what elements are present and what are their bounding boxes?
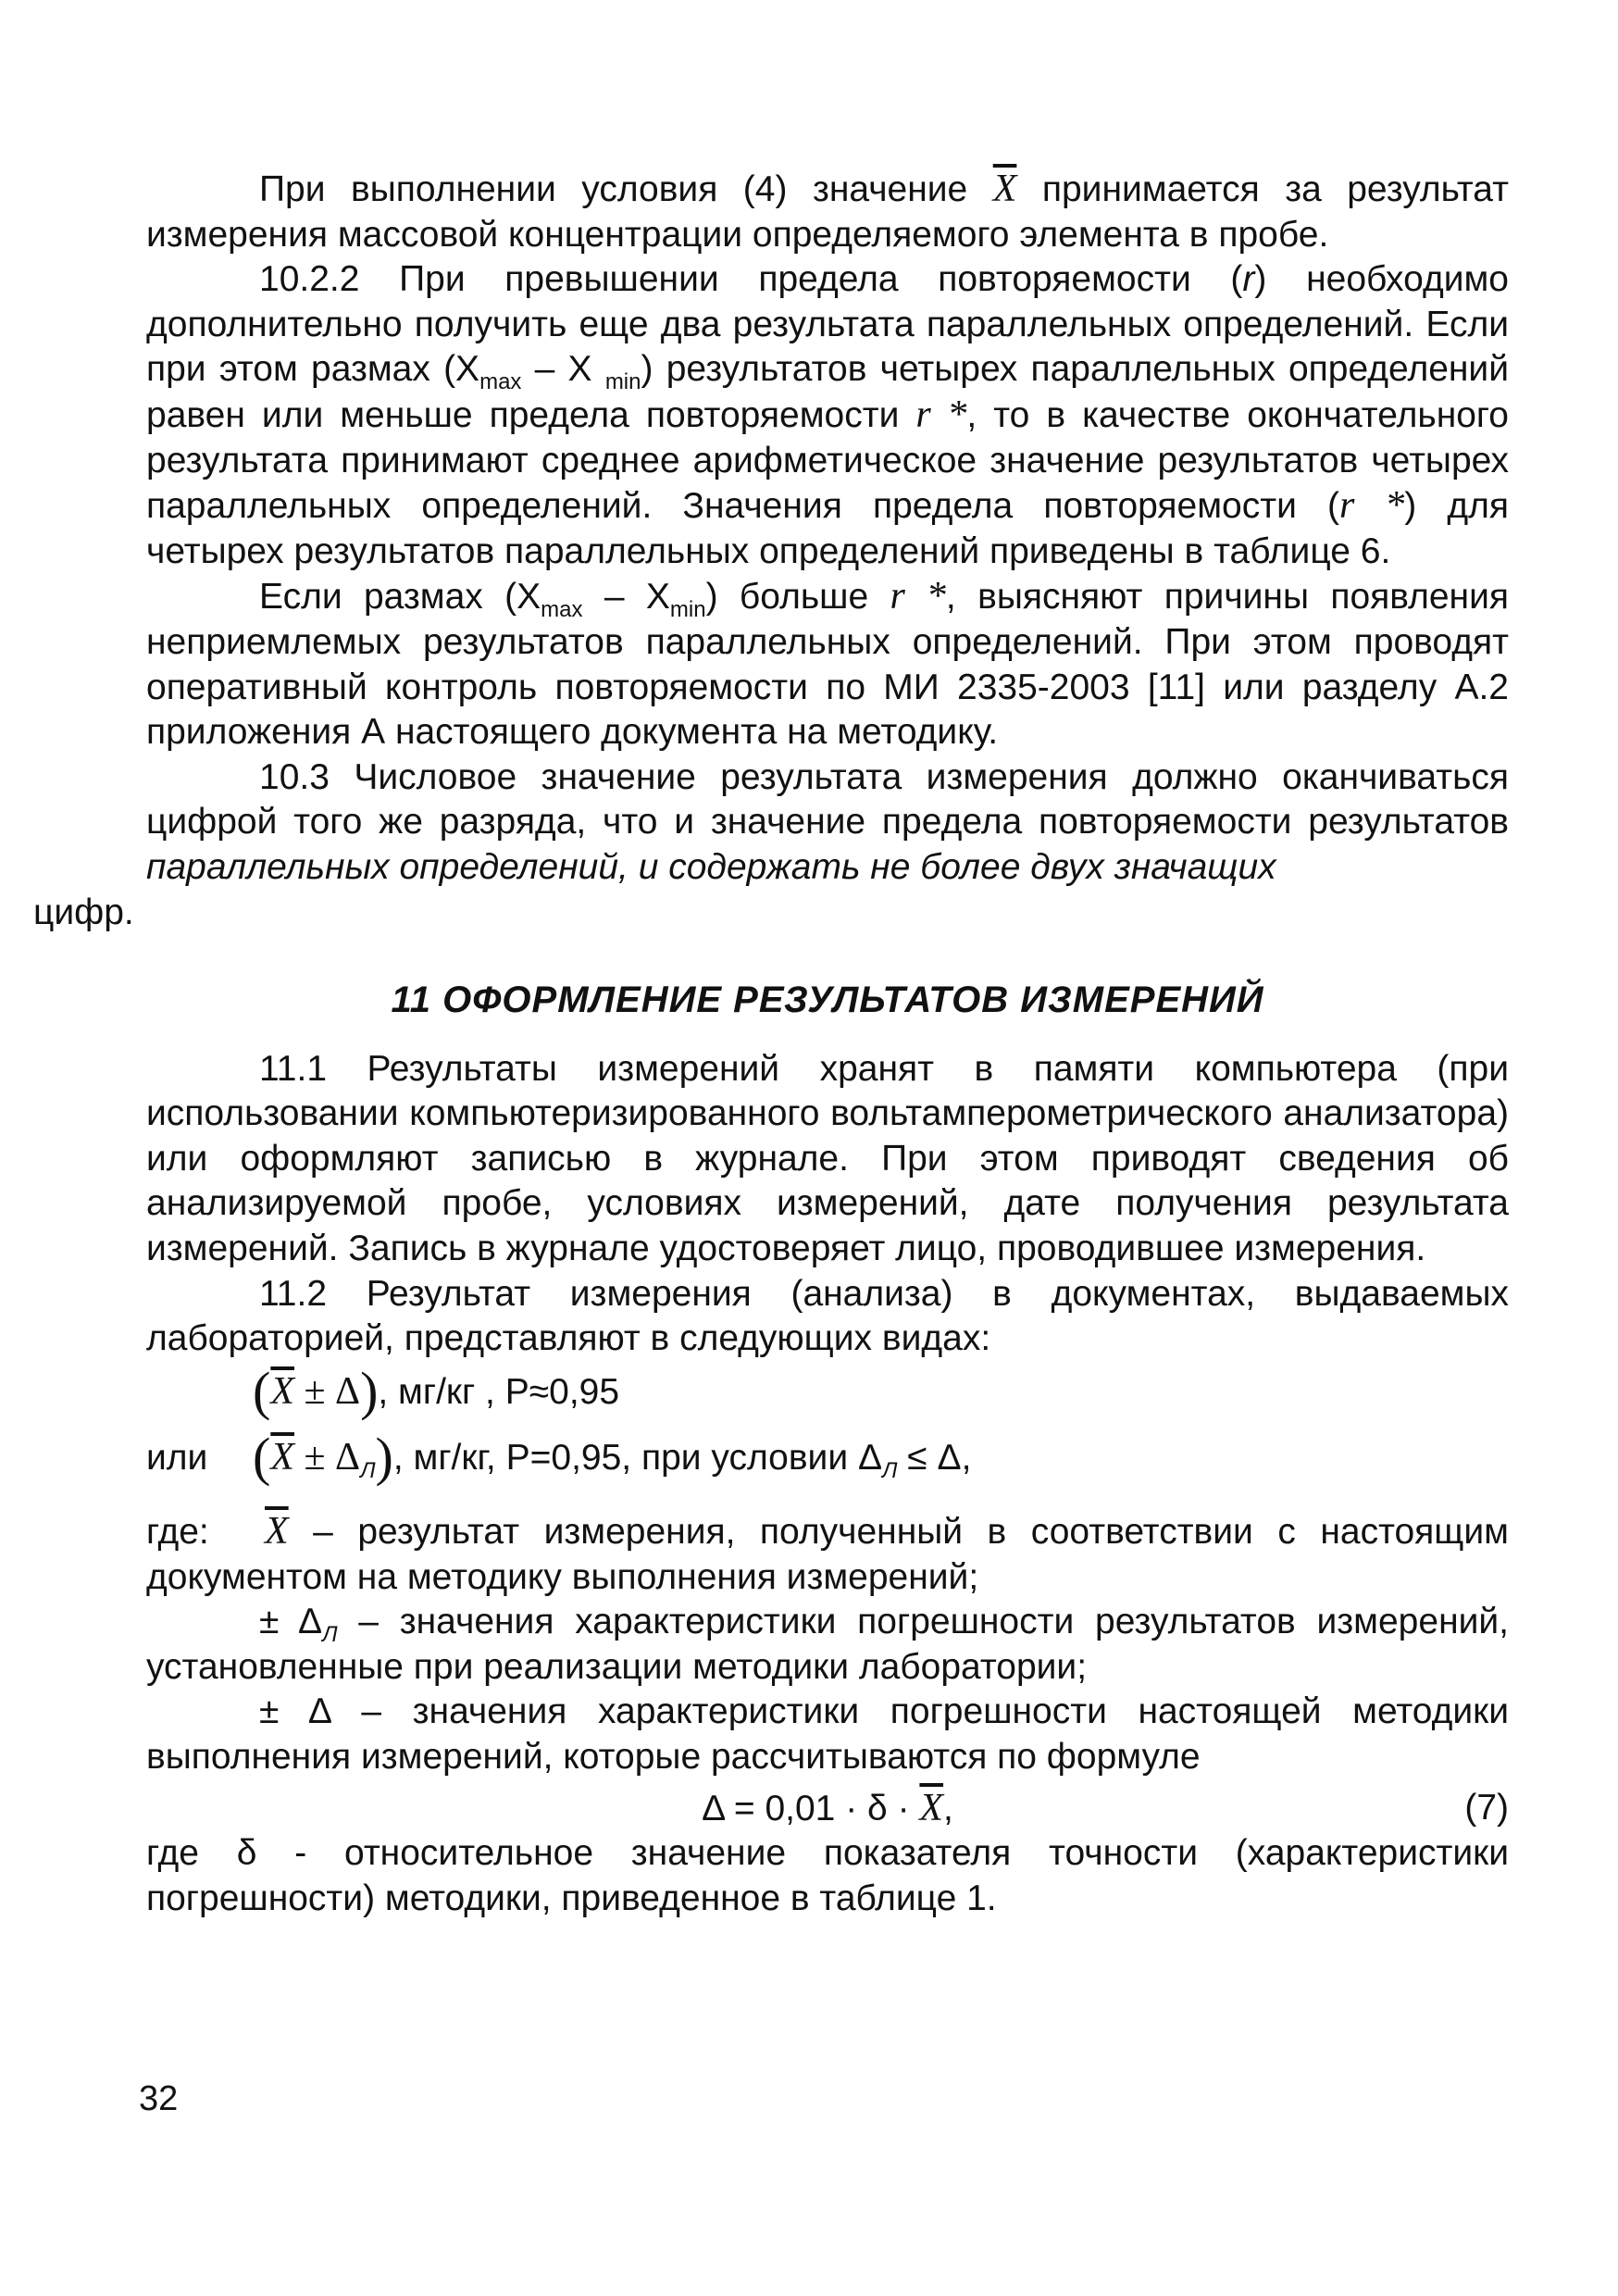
delta-symbol: Δ <box>335 1369 361 1413</box>
text-run: цифр. <box>33 892 134 932</box>
page-number: 32 <box>139 2079 179 2118</box>
text-run: – X <box>582 577 670 618</box>
equation-lhs: Δ = 0,01 · δ · <box>702 1788 920 1828</box>
formula-result-form-1 <box>146 1360 1509 1421</box>
subscript-l: Л <box>360 1458 376 1484</box>
x-mean-symbol: $\overline{X}$ <box>919 1786 944 1829</box>
definition-x <box>146 1509 1509 1600</box>
delta-symbol: Δ <box>335 1436 361 1479</box>
text-run: – результат измерения, полученный в соответствии с настоящим документом на методику выполнения измерений; <box>146 1512 1509 1597</box>
italic-text-run: параллельных определений, и содержать не более двух значащих <box>146 846 1276 887</box>
text-run: 10.2.2 При превышении предела повторяемости ( <box>259 259 1243 300</box>
subscript-min: min <box>604 369 641 395</box>
text-run: – X <box>521 349 605 390</box>
x-mean-symbol: $\overline{X}$ <box>270 1436 294 1479</box>
paragraph-10-3 <box>33 755 1509 935</box>
plus-minus: ± <box>293 1369 336 1413</box>
plus-minus: ± <box>293 1436 336 1479</box>
formula-tail: , мг/кг , Р≈0,95 <box>378 1371 620 1412</box>
text-run: Если размах (X <box>259 577 541 618</box>
paragraph-10-2-2 <box>146 257 1509 574</box>
paragraph-range-exceeds <box>146 574 1509 755</box>
text-run: ± Δ <box>259 1602 323 1642</box>
paragraph-condition <box>146 167 1509 257</box>
text-run: 10.3 Числовое значение результата измерения должно оканчиваться цифрой того же разряда, что и значение предела повторяемости результатов <box>146 756 1509 842</box>
equation-number: (7) <box>1464 1787 1509 1828</box>
definition-delta-l <box>146 1600 1509 1690</box>
paragraph-11-1: 11.1 Результаты измерений хранят в памяти компьютера (при использовании компьютеризированного вольтамперометрического анализатора) или оформляют записью в журнале. При этом приводят сведения об анализируемой пробе, условиях измерений, дате получения результата измерений. Запись в журнале удостоверяет лицо, проводившее измерения. <box>146 1048 1509 1269</box>
text-run: При выполнении условия (4) значение <box>259 169 993 209</box>
x-mean-symbol: $\overline{X}$ <box>270 1369 294 1413</box>
r-star-symbol: r * <box>890 575 946 618</box>
subscript-min: min <box>669 597 706 623</box>
subscript-max: max <box>541 597 583 623</box>
r-star-symbol: r * <box>1339 484 1405 528</box>
section-heading: 11 ОФОРМЛЕНИЕ РЕЗУЛЬТАТОВ ИЗМЕРЕНИЙ <box>391 980 1264 1021</box>
paragraph-11-2: 11.2 Результат измерения (анализа) в документах, выдаваемых лабораторией, представляют в следующих видах: <box>146 1273 1509 1359</box>
definition-delta-relative: где δ - относительное значение показателя точности (характеристики погрешности) методики, приведенное в таблице 1. <box>146 1833 1509 1918</box>
page-body <box>33 167 1510 1921</box>
r-star-symbol: r * <box>915 393 967 436</box>
formula-result-form-2 <box>146 1427 1509 1488</box>
x-mean-symbol: $\overline{X}$ <box>992 168 1017 210</box>
paren-left: ( <box>253 1360 271 1421</box>
equation-7 <box>146 1786 1509 1832</box>
text-run: , выясняют причины появления неприемлемых результатов параллельных определений. При этом проводят оперативный контроль повторяемости по МИ 2335-2003 [11] или разделу А.2 приложения А настоящего документа на методику. <box>146 577 1509 753</box>
subscript-l: Л <box>882 1458 898 1484</box>
text-run: принимается за результат измерения массовой концентрации определяемого элемента в пробе. <box>146 169 1510 255</box>
definition-delta: ± Δ – значения характеристики погрешности настоящей методики выполнения измерений, которые рассчитываются по формуле <box>146 1691 1509 1777</box>
subscript-max: max <box>479 369 522 395</box>
paren-right: ) <box>375 1427 393 1488</box>
paren-right: ) <box>360 1360 379 1421</box>
text-run: ) для четырех результатов параллельных определений приведены в таблице 6. <box>146 486 1509 571</box>
equation-tail: , <box>943 1788 953 1828</box>
formula-tail: , мг/кг, Р=0,95, при условии Δ <box>392 1438 883 1479</box>
text-run: ) результатов четырех параллельных определений равен или меньше предела повторяемости <box>146 349 1510 435</box>
text-run: , то в качестве окончательного результата принимают среднее арифметическое значение результатов четырех параллельных определений. Значения предела повторяемости ( <box>146 394 1509 527</box>
x-mean-symbol: $\overline{X}$ <box>265 1510 289 1554</box>
text-run: ) необходимо дополнительно получить еще два результата параллельных определений. Если при этом размах (X <box>146 259 1509 390</box>
subscript-l: Л <box>322 1622 338 1648</box>
r-symbol: r <box>1242 259 1255 300</box>
text-run: ) больше <box>705 577 890 618</box>
paren-left: ( <box>253 1427 271 1488</box>
or-label: или <box>146 1438 208 1479</box>
text-run: – значения характеристики погрешности результатов измерений, установленные при реализации методики лаборатории; <box>146 1602 1510 1687</box>
where-label: где: <box>146 1512 209 1553</box>
formula-tail: ≤ Δ, <box>897 1438 972 1479</box>
